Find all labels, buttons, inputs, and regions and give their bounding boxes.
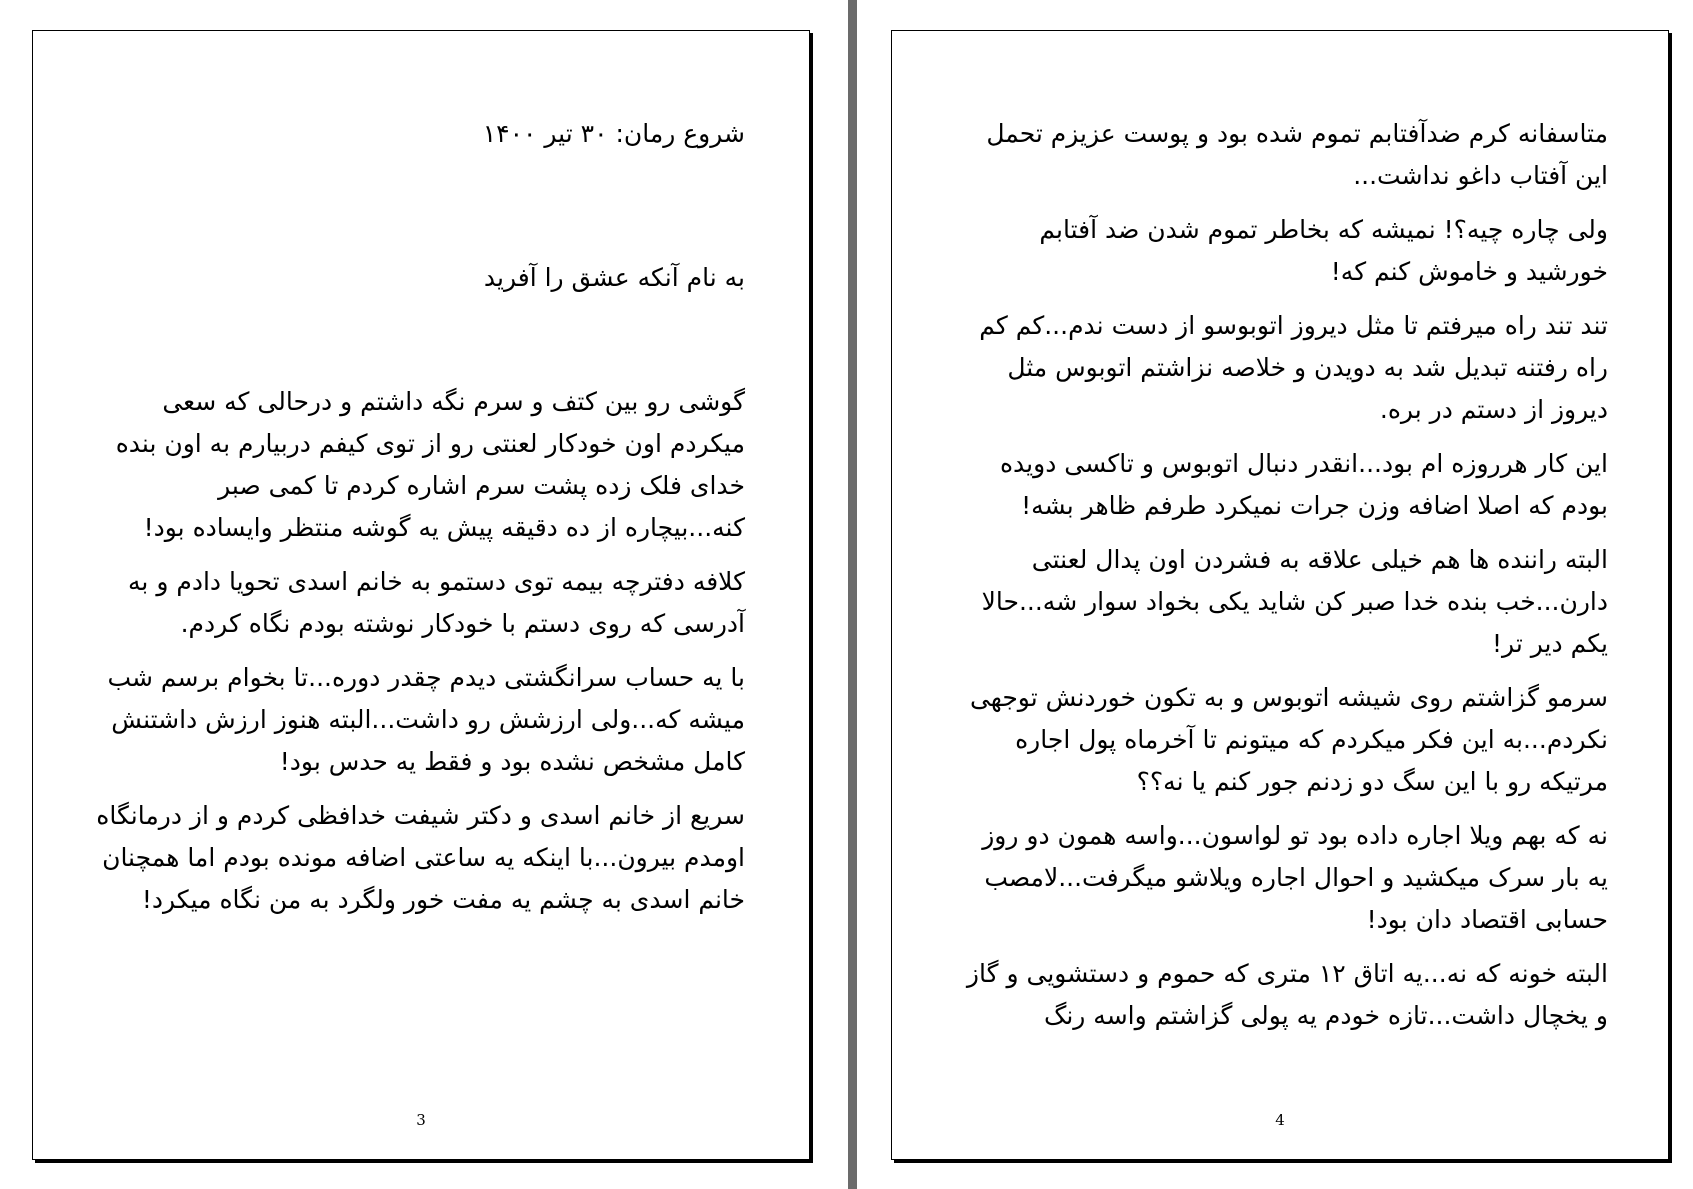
paragraph: البته راننده ها هم خیلی علاقه به فشردن اون پدال لعنتی دارن...خب بنده خدا صبر کن شاید یکی بخواد سوار شه...حالا یکم دیر تر! bbox=[981, 545, 1608, 658]
paragraph: متاسفانه کرم ضدآفتابم تموم شده بود و پوست عزیزم تحمل این آفتاب داغو نداشت... bbox=[986, 119, 1608, 190]
paragraph: سرمو گزاشتم روی شیشه اتوبوس و به تکون خوردنش توجهی نکردم...به این فکر میکردم که میتونم تا آخرماه پول اجاره مرتیکه رو با این سگ دو زدنم جور کنم یا نه؟؟ bbox=[969, 683, 1608, 796]
novel-start-date: شروع رمان: ۳۰ تیر ۱۴۰۰ bbox=[482, 119, 745, 148]
paragraph: گوشی رو بین کتف و سرم نگه داشتم و درحالی که سعی میکردم اون خودکار لعنتی رو از توی کیفم دربیارم به اون بنده خدای فلک زده پشت سرم اشاره کردم تا کمی صبر کنه...بیچاره از ده دقیقه پیش یه گوشه منتظر وایساده بود! bbox=[115, 387, 745, 542]
page-4 bbox=[891, 30, 1669, 1160]
dedication: به نام آنکه عشق را آفرید bbox=[483, 263, 745, 292]
page-divider bbox=[848, 0, 857, 1189]
page-3 bbox=[32, 30, 810, 1160]
paragraph: سریع از خانم اسدی و دکتر شیفت خدافظی کردم و از درمانگاه اومدم بیرون...با اینکه یه ساعتی اضافه مونده بودم اما همچنان خانم اسدی به چشم یه مفت خور ولگرد به من نگاه میکرد! bbox=[96, 801, 745, 914]
page-number: 3 bbox=[416, 1111, 426, 1129]
paragraph: با یه حساب سرانگشتی دیدم چقدر دوره...تا بخوام برسم شب میشه که...ولی ارزشش رو داشت...البته هنوز ارزش داشتنش کامل مشخص نشده بود و فقط یه حدس بود! bbox=[107, 663, 745, 776]
page-3-text bbox=[95, 113, 745, 933]
page-4-text bbox=[958, 113, 1608, 1049]
paragraph: تند تند راه میرفتم تا مثل دیروز اتوبوسو از دست ندم...کم کم راه رفتنه تبدیل شد به دویدن و خلاصه نزاشتم اتوبوس مثل دیروز از دستم در بره. bbox=[979, 311, 1608, 424]
paragraph: این کار هرروزه ام بود...انقدر دنبال اتوبوس و تاکسی دویده بودم که اصلا اضافه وزن جرات نمیکرد طرفم ظاهر بشه! bbox=[999, 449, 1608, 520]
paragraph: ولی چاره چیه؟! نمیشه که بخاطر تموم شدن ضد آفتابم خورشید و خاموش کنم که! bbox=[1039, 215, 1608, 286]
page-number: 4 bbox=[1275, 1111, 1285, 1129]
paragraph: کلافه دفترچه بیمه توی دستمو به خانم اسدی تحویا دادم و به آدرسی که روی دستم با خودکار نوشته بودم نگاه کردم. bbox=[128, 567, 745, 638]
paragraph: البته خونه که نه...یه اتاق ۱۲ متری که حموم و دستشویی و گاز و یخچال داشت...تازه خودم یه پولی گزاشتم واسه رنگ bbox=[966, 959, 1608, 1030]
paragraph: نه که بهم ویلا اجاره داده بود تو لواسون...واسه همون دو روز یه بار سرک میکشید و احوال اجاره ویلاشو میگرفت...لامصب حسابی اقتصاد دان بود! bbox=[982, 821, 1608, 934]
